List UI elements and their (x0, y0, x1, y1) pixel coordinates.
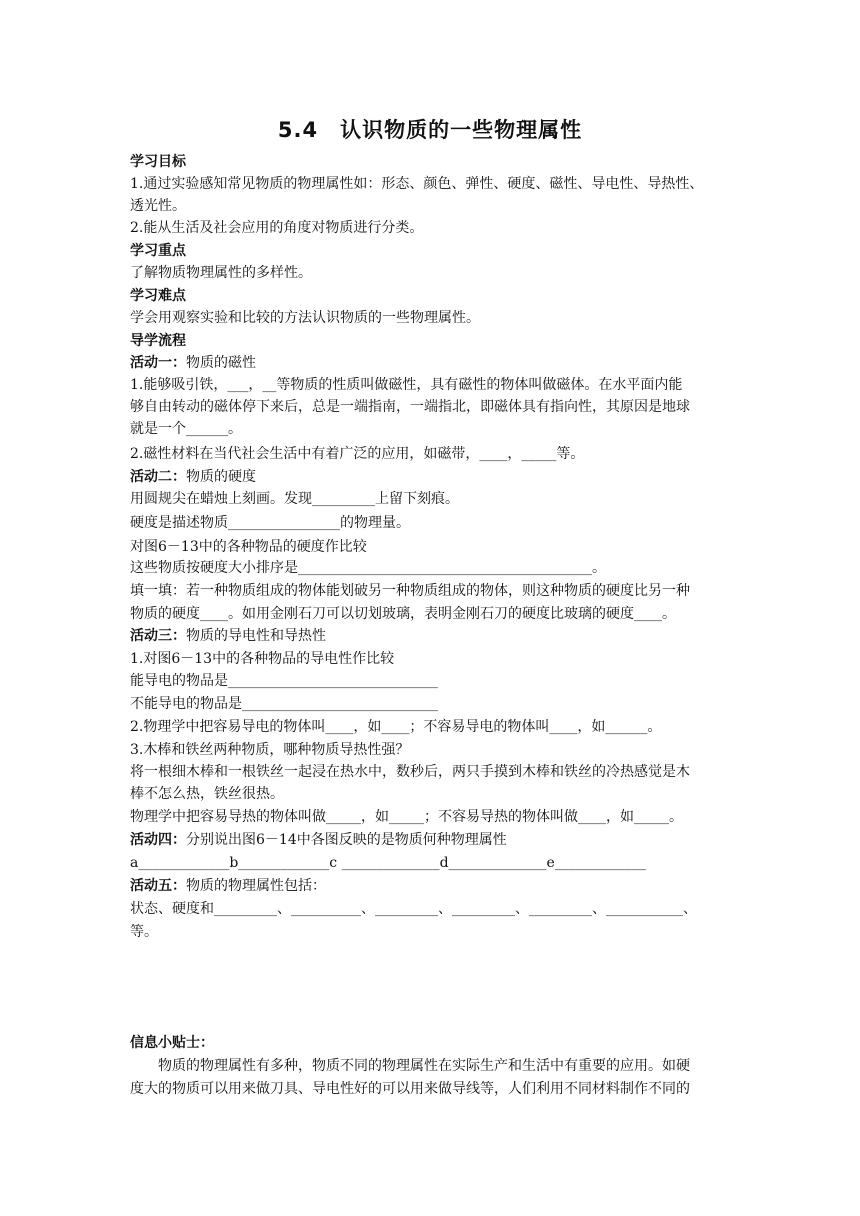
activity-2-line-2: 硬度是描述物质________________的物理量。 (130, 515, 410, 531)
activity-4-title: 分别说出图6－14中各图反映的是物质何种物理属性 (186, 832, 507, 848)
goal-1-line-1: 1.通过实验感知常见物质的物理属性如：形态、颜色、弹性、硬度、磁性、导电性、导热性、 (130, 176, 704, 192)
activity-4-label: 活动四： (130, 832, 186, 848)
activity-2-line-4: 这些物质按硬度大小排序是__________________________________________。 (130, 560, 606, 576)
activity-1-line-1: 1.能够吸引铁，___，__等物质的性质叫做磁性，具有磁性的物体叫做磁体。在水平面内能 (130, 377, 683, 393)
activity-3-label: 活动三： (130, 628, 186, 644)
goals-heading: 学习目标 (130, 154, 186, 170)
activity-2-line-6: 物质的硬度____。如用金刚石刀可以切划玻璃，表明金刚石刀的硬度比玻璃的硬度____。 (130, 606, 676, 622)
activity-1-line-3: 就是一个______。 (130, 421, 242, 437)
goal-1-line-2: 透光性。 (130, 198, 186, 214)
activity-2-line-1: 用圆规尖在蜡烛上刻画。发现_________上留下刻痕。 (130, 491, 459, 507)
tip-line-2: 度大的物质可以用来做刀具、导电性好的可以用来做导线等，人们利用不同材料制作不同的 (130, 1081, 690, 1097)
activity-3-line-2: 能导电的物品是______________________________ (130, 673, 438, 689)
activity-3-line-8: 物理学中把容易导热的物体叫做_____，如_____；不容易导热的物体叫做____，如_____。 (130, 809, 683, 825)
activity-5-header (130, 875, 730, 897)
difficulty-text: 学会用观察实验和比较的方法认识物质的一些物理属性。 (130, 310, 480, 326)
activity-1-header (130, 352, 730, 374)
activity-1-label: 活动一： (130, 355, 186, 371)
activity-1-line-2: 够自由转动的磁体停下来后，总是一端指南，一端指北，即磁体具有指向性，其原因是地球 (130, 399, 690, 415)
activity-3-line-3: 不能导电的物品是____________________________ (130, 696, 438, 712)
activity-2-line-3: 对图6－13中的各种物品的硬度作比较 (130, 539, 367, 555)
activity-5-line-2: 等。 (130, 924, 158, 940)
activity-5-line-1: 状态、硬度和_________、__________、_________、_________、_________、___________、 (130, 901, 697, 917)
flow-heading: 导学流程 (130, 333, 186, 349)
activity-4-line-1: a_____________b_____________c ______________d______________e_____________ (130, 855, 646, 871)
activity-3-line-7: 棒不怎么热，铁丝很热。 (130, 786, 284, 802)
activity-2-title: 物质的硬度 (186, 469, 256, 485)
activity-2-line-5: 填一填：若一种物质组成的物体能划破另一种物质组成的物体，则这种物质的硬度比另一种 (130, 583, 690, 599)
difficulty-heading: 学习难点 (130, 288, 186, 304)
tip-line-1: 物质的物理属性有多种，物质不同的物理属性在实际生产和生活中有重要的应用。如硬 (158, 1058, 690, 1074)
page-title: 5.4 认识物质的一些物理属性 (277, 118, 583, 142)
activity-3-header (130, 625, 730, 647)
activity-1-line-4: 2.磁性材料在当代社会生活中有着广泛的应用，如磁带，____，_____等。 (130, 446, 585, 462)
activity-5-title: 物质的物理属性包括： (186, 878, 326, 894)
goal-2: 2.能从生活及社会应用的角度对物质进行分类。 (130, 220, 424, 236)
activity-5-label: 活动五： (130, 878, 186, 894)
activity-2-header (130, 466, 730, 488)
activity-3-line-4: 2.物理学中把容易导电的物体叫____，如____；不容易导电的物体叫____，如______。 (130, 719, 662, 735)
activity-2-label: 活动二： (130, 469, 186, 485)
activity-3-line-1: 1.对图6－13中的各种物品的导电性作比较 (130, 651, 395, 667)
tip-heading: 信息小贴士： (130, 1035, 214, 1051)
activity-4-header (130, 829, 730, 851)
activity-3-title: 物质的导电性和导热性 (186, 628, 326, 644)
key-text: 了解物质物理属性的多样性。 (130, 265, 312, 281)
activity-3-line-5: 3.木棒和铁丝两种物质，哪种物质导热性强？ (130, 742, 410, 758)
key-heading: 学习重点 (130, 243, 186, 259)
activity-3-line-6: 将一根细木棒和一根铁丝一起浸在热水中，数秒后，两只手摸到木棒和铁丝的冷热感觉是木 (130, 764, 690, 780)
activity-1-title: 物质的磁性 (186, 355, 256, 371)
